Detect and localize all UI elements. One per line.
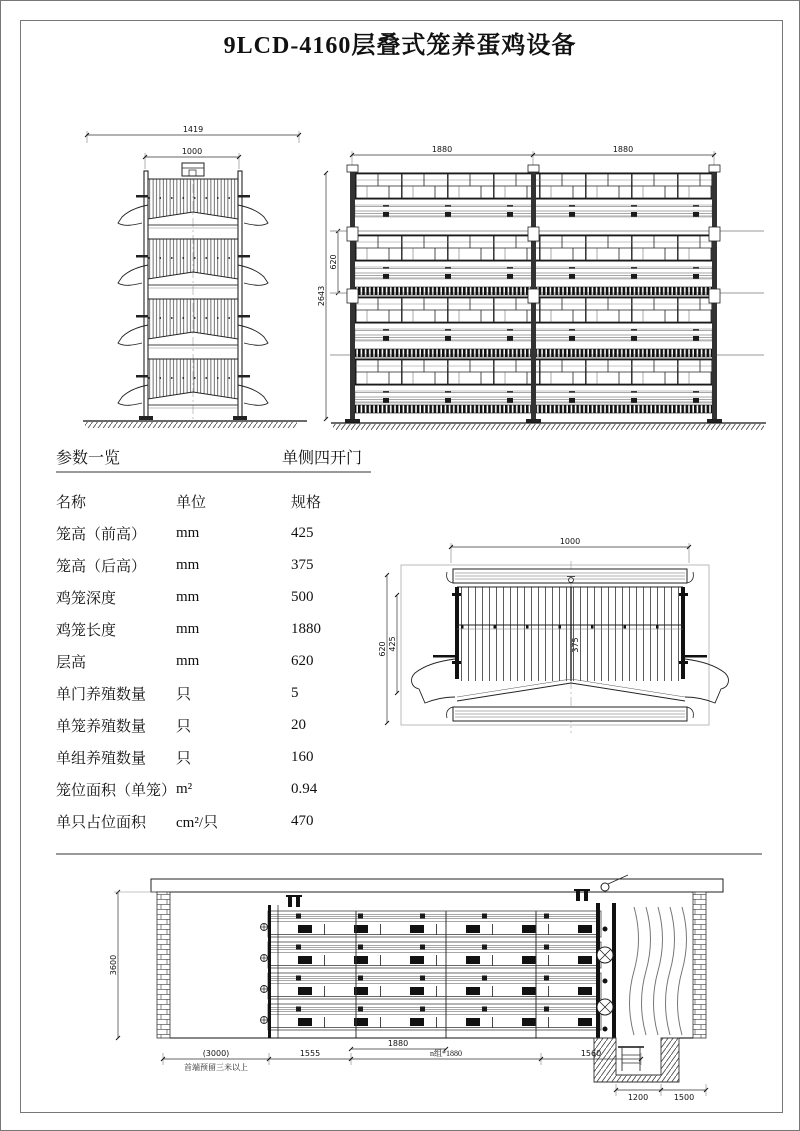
svg-text:1560: 1560 [580, 1049, 602, 1058]
dim-detail-heights [378, 573, 399, 725]
cage-section-detail-drawing [378, 533, 727, 745]
house-layout-drawing [56, 859, 774, 1109]
bottom-section-divider [56, 853, 762, 855]
param-unit: mm [176, 620, 200, 637]
header-unit: 单位 [176, 494, 207, 511]
section-divider [56, 471, 371, 473]
door-config-label: 单侧四开门 [282, 450, 363, 467]
side-elevation-drawing [81, 123, 309, 435]
dim-side-total-width [85, 125, 301, 143]
table-header-row [56, 485, 386, 517]
svg-text:375: 375 [571, 637, 580, 653]
param-spec: 470 [291, 812, 314, 829]
svg-text:1880: 1880 [431, 145, 453, 154]
param-unit: 只 [176, 750, 192, 767]
svg-text:1555: 1555 [299, 1049, 321, 1058]
param-unit: mm [176, 588, 200, 605]
param-spec: 500 [291, 588, 314, 605]
svg-text:1500: 1500 [673, 1093, 695, 1102]
param-name: 单只占位面积 [56, 814, 147, 831]
dim-floor-chain [161, 1049, 643, 1072]
svg-text:3600: 3600 [109, 954, 118, 976]
svg-text:1880: 1880 [387, 1039, 409, 1048]
param-unit: cm²/只 [176, 814, 218, 831]
right-wall [693, 892, 706, 1038]
svg-text:n组*1880: n组*1880 [430, 1049, 462, 1058]
svg-text:620: 620 [329, 254, 338, 270]
param-unit: m² [176, 780, 193, 797]
roof-slab [151, 879, 723, 892]
param-name: 单笼养殖数量 [56, 718, 147, 735]
ground-hatch [83, 421, 307, 428]
param-unit: 只 [176, 718, 192, 735]
param-name: 笼高（前高） [56, 526, 147, 543]
table-row [56, 517, 386, 549]
table-row [56, 709, 386, 741]
parameters-table [56, 485, 386, 837]
header-spec: 规格 [291, 494, 322, 511]
param-unit: 只 [176, 686, 192, 703]
table-row [56, 645, 386, 677]
svg-text:1200: 1200 [627, 1093, 649, 1102]
table-row [56, 677, 386, 709]
svg-text:425: 425 [388, 636, 397, 652]
param-spec: 425 [291, 524, 314, 541]
cage-rows [330, 173, 764, 413]
front-elevation-drawing [316, 143, 768, 435]
svg-text:2643: 2643 [317, 285, 326, 307]
header-name: 名称 [56, 494, 87, 511]
floor-and-pit [170, 1038, 693, 1082]
svg-text:620: 620 [378, 641, 387, 657]
param-spec: 1880 [291, 620, 321, 637]
param-unit: mm [176, 652, 200, 669]
left-wall [157, 892, 170, 1038]
ground-hatch [331, 423, 766, 430]
dim-detail-width [449, 537, 691, 563]
param-spec: 20 [291, 716, 306, 733]
svg-text:1000: 1000 [181, 147, 203, 156]
table-row [56, 581, 386, 613]
cage-battery [261, 895, 602, 1038]
param-name: 笼高（后高） [56, 558, 147, 575]
table-row [56, 773, 386, 805]
table-row [56, 805, 386, 837]
param-spec: 160 [291, 748, 314, 765]
curtain-waves [630, 907, 687, 1035]
svg-text:首端预留三米以上: 首端预留三米以上 [184, 1063, 248, 1072]
svg-text:1419: 1419 [182, 125, 204, 134]
svg-text:1000: 1000 [559, 537, 581, 546]
dim-wall-height [109, 890, 156, 1040]
param-name: 鸡笼深度 [56, 590, 117, 607]
param-spec: 620 [291, 652, 314, 669]
dim-pit [614, 1084, 708, 1102]
svg-text:1880: 1880 [612, 145, 634, 154]
param-spec: 5 [291, 684, 299, 701]
param-name: 鸡笼长度 [56, 622, 117, 639]
param-spec: 375 [291, 556, 314, 573]
table-row [56, 741, 386, 773]
param-unit: mm [176, 524, 200, 541]
param-spec: 0.94 [291, 780, 318, 797]
dim-front-heights [317, 171, 340, 421]
drawing-title: 9LCD-4160层叠式笼养蛋鸡设备 [223, 33, 577, 59]
param-unit: mm [176, 556, 200, 573]
svg-text:(3000): (3000) [202, 1049, 230, 1058]
params-section-title: 参数一览 [56, 450, 121, 467]
top-channel [447, 569, 694, 583]
table-row [56, 549, 386, 581]
param-name: 层高 [56, 654, 87, 671]
table-row [56, 613, 386, 645]
param-name: 笼位面积（单笼） [56, 782, 177, 799]
mesh-panel [452, 587, 688, 701]
param-name: 单门养殖数量 [56, 686, 147, 703]
bottom-channel [447, 707, 694, 721]
param-name: 单组养殖数量 [56, 750, 147, 767]
